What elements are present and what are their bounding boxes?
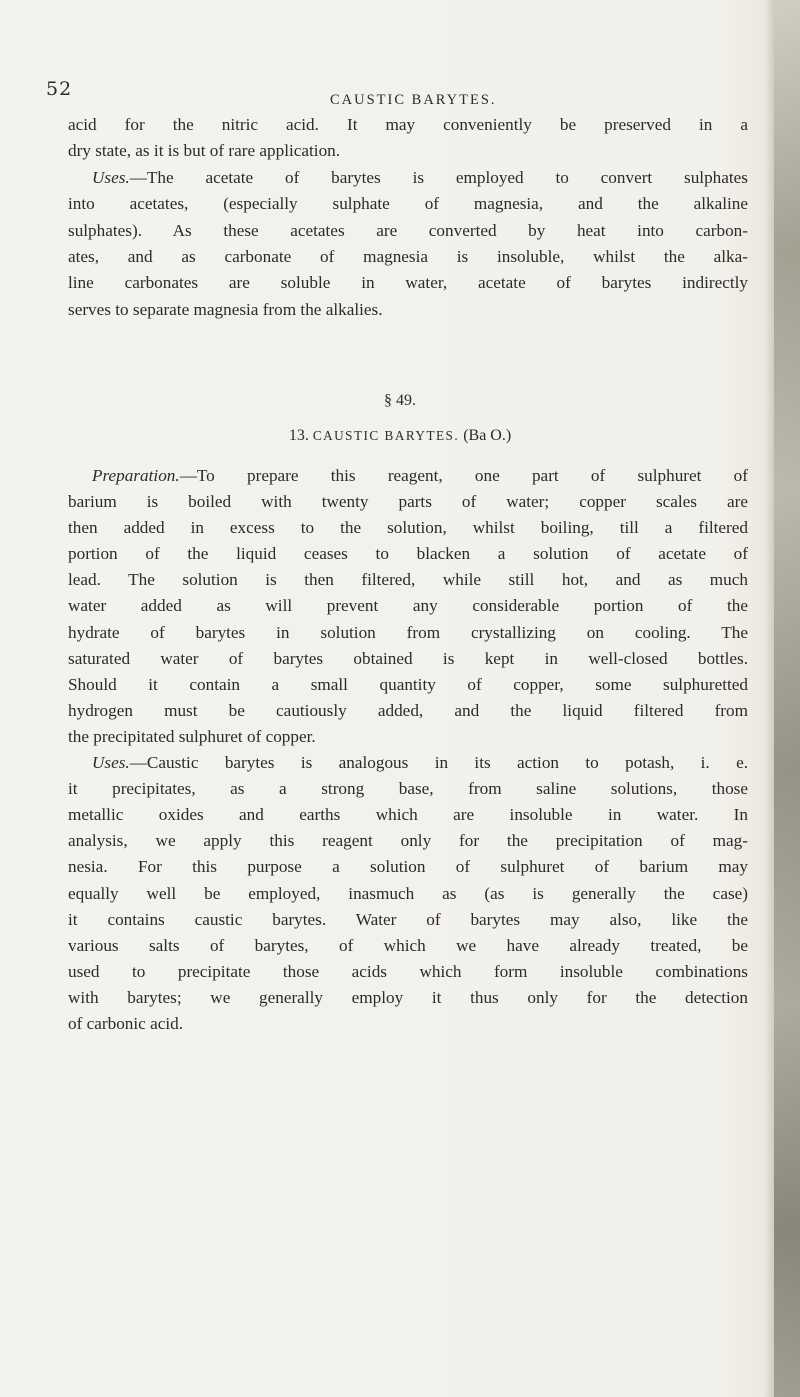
lower-text-block <box>68 463 748 1037</box>
section-heading <box>0 427 800 445</box>
text-line: line carbonates are soluble in water, acetate of barytes indirectly <box>68 273 748 293</box>
section-number-mark: § 49. <box>384 392 416 409</box>
text-line: ates, and as carbonate of magnesia is insoluble, whilst the alka- <box>68 247 748 267</box>
section-title: CAUSTIC BARYTES. <box>312 428 460 443</box>
upper-text-block <box>68 112 748 323</box>
text-line: Should it contain a small quantity of copper, some sulphuretted <box>68 674 748 694</box>
section-formula: (Ba O.) <box>463 427 512 444</box>
text-line: of carbonic acid. <box>68 1013 184 1033</box>
text-line: acid for the nitric acid. It may conveniently be preserved in a <box>68 115 748 134</box>
text-line: water added as will prevent any considerable portion of the <box>68 596 748 616</box>
text-line: dry state, as it is but of rare application. <box>68 141 341 161</box>
text-line: various salts of barytes, of which we have already treated, be <box>68 935 748 955</box>
text-line: hydrogen must be cautiously added, and the liquid filtered from <box>68 700 748 720</box>
text-line: then added in excess to the solution, whilst boiling, till a filtered <box>68 518 748 538</box>
text-line: into acetates, (especially sulphate of magnesia, and the alkaline <box>68 194 748 214</box>
page-header <box>0 78 780 108</box>
page-edge <box>774 0 800 1397</box>
page-gutter-shadow <box>764 0 774 1397</box>
text-line: it contains caustic barytes. Water of barytes may also, like the <box>68 909 748 929</box>
section-mark <box>0 392 800 410</box>
text-line: serves to separate magnesia from the alkalies. <box>68 299 383 319</box>
page-number: 52 <box>46 78 73 100</box>
text-line: analysis, we apply this reagent only for the precipitation of mag- <box>68 831 748 851</box>
text-line <box>68 165 748 191</box>
text-line: with barytes; we generally employ it thus only for the detection <box>68 987 748 1007</box>
text-fragment: —To prepare this reagent, one part of sulphuret of <box>179 466 748 485</box>
text-fragment: —The acetate of barytes is employed to convert sulphates <box>129 167 748 187</box>
text-line: used to precipitate those acids which form insoluble combinations <box>68 961 748 981</box>
text-line: hydrate of barytes in solution from crystallizing on cooling. The <box>68 622 748 642</box>
preparation-label: Preparation. <box>92 466 180 485</box>
text-line <box>68 750 748 776</box>
text-line: it precipitates, as a strong base, from saline solutions, those <box>68 779 748 799</box>
text-line: nesia. For this purpose a solution of sulphuret of barium may <box>68 857 748 877</box>
uses-label: Uses. <box>92 167 130 187</box>
text-line: barium is boiled with twenty parts of water; copper scales are <box>68 492 748 512</box>
blank-page-area <box>0 1060 760 1397</box>
text-line: equally well be employed, inasmuch as (as is generally the case) <box>68 883 748 903</box>
section-item-number: 13. <box>288 427 309 444</box>
text-line: portion of the liquid ceases to blacken a solution of acetate of <box>68 544 748 564</box>
text-fragment: —Caustic barytes is analogous in its action to potash, i. e. <box>129 753 748 773</box>
text-line: sulphates). As these acetates are converted by heat into carbon- <box>68 220 748 240</box>
text-line: metallic oxides and earths which are insoluble in water. In <box>68 805 748 825</box>
text-line <box>68 463 748 489</box>
text-line: lead. The solution is then filtered, while still hot, and as much <box>68 570 748 590</box>
running-head: CAUSTIC BARYTES. <box>330 92 497 108</box>
text-line: saturated water of barytes obtained is kept in well-closed bottles. <box>68 648 748 668</box>
uses-label: Uses. <box>92 753 130 773</box>
text-line: the precipitated sulphuret of copper. <box>68 726 316 746</box>
